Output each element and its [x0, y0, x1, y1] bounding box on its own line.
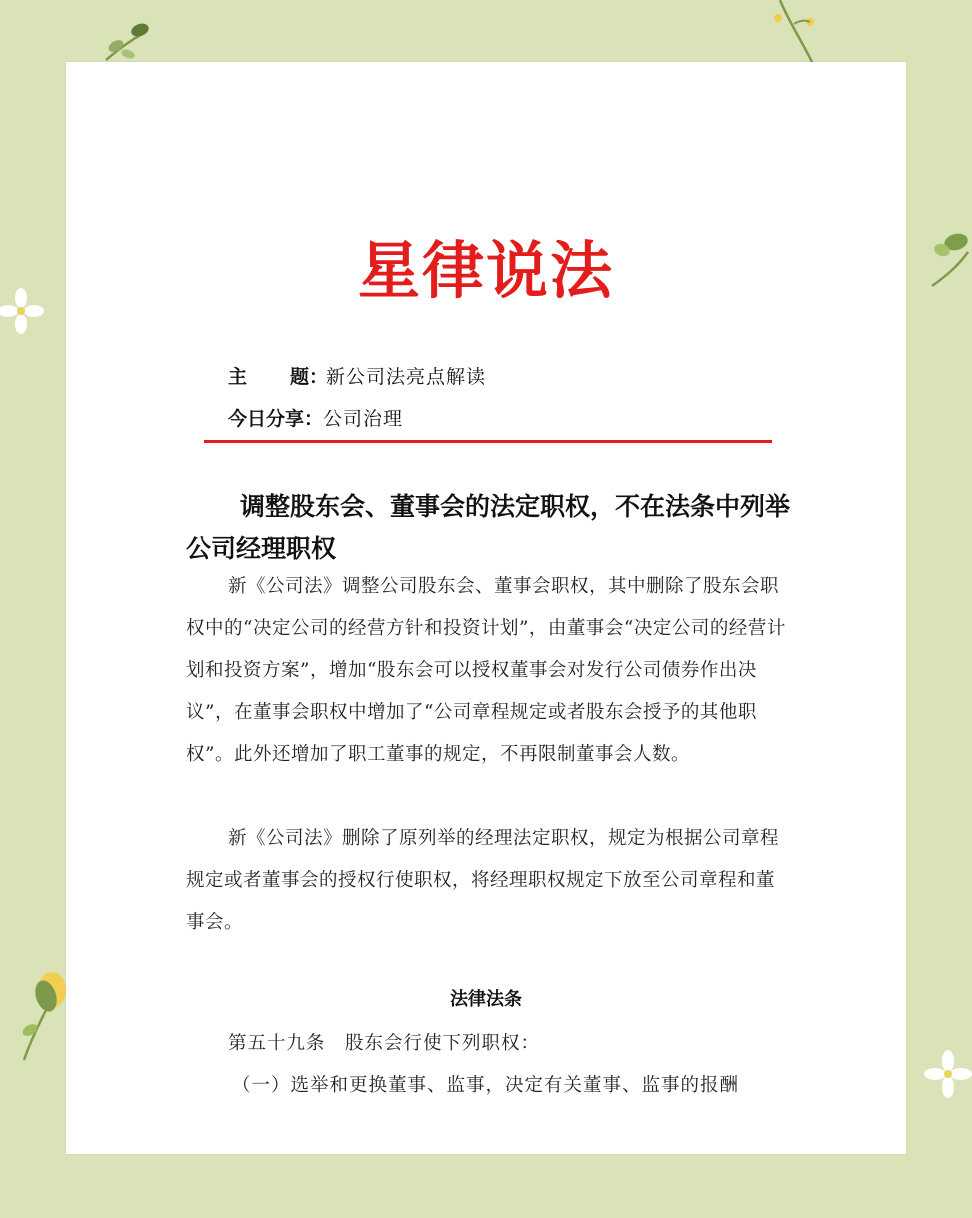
law-line: （一）选举和更换董事、监事，决定有关董事、监事的报酬: [232, 1075, 740, 1096]
law-line: 第五十九条 股东会行使下列职权：: [228, 1033, 541, 1054]
topic-value: 新公司法亮点解读: [326, 366, 487, 388]
share-row: [228, 410, 403, 429]
document-page: [66, 62, 906, 1154]
topic-row: [228, 368, 486, 387]
topic-label: 主 题：: [228, 366, 329, 388]
document-title: 星律说法: [357, 234, 614, 307]
red-divider: [204, 440, 772, 443]
share-value: 公司治理: [323, 408, 404, 430]
paragraph: 新《公司法》删除了原列举的经理法定职权，规定为根据公司章程规定或者董事会的授权行使职权，将经理职权规定下放至公司章程和董事会。: [186, 828, 780, 933]
yellow-flower-icon: [10, 962, 70, 1062]
white-flower-icon: [0, 286, 46, 336]
white-flower-icon: [922, 1048, 972, 1100]
law-heading: 法律法条: [450, 989, 522, 1010]
section-title: 调整股东会、董事会的法定职权，不在法条中列举公司经理职权: [186, 492, 791, 563]
paragraph: 新《公司法》调整公司股东会、董事会职权，其中删除了股东会职权中的“决定公司的经营方针和投资计划”，由董事会“决定公司的经营计划和投资方案”，增加“股东会可以授权董事会对发行公司债券作出决议”，在董事会职权中增加了“公司章程规定或者股东会授予的其他职权”。此外还增加了职工董事的规定，不再限制董事会人数。: [186, 576, 786, 765]
leaf-sprig-icon: [922, 226, 972, 296]
flower-stem-icon: [760, 0, 830, 70]
share-label: 今日分享：: [228, 408, 324, 430]
